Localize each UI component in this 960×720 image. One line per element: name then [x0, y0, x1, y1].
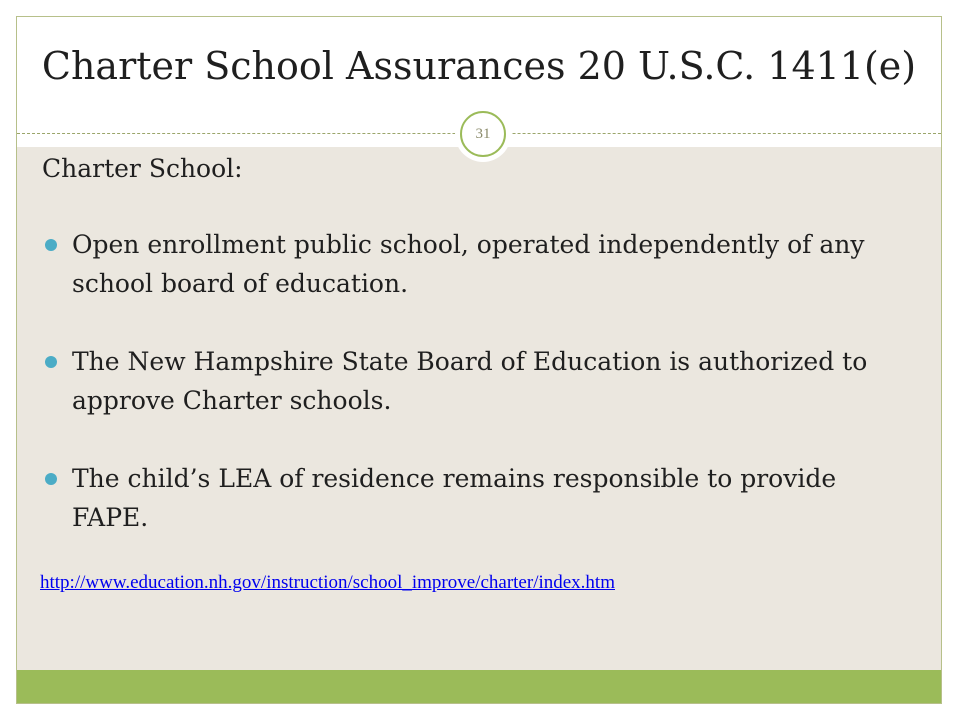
bullet-text: The New Hampshire State Board of Education is authorized to approve Charter schools. [72, 347, 868, 415]
slide-title: Charter School Assurances 20 U.S.C. 1411(e) [41, 44, 917, 88]
bullet-list [40, 225, 920, 576]
bullet-dot-icon [45, 356, 57, 368]
bullet-dot-icon [45, 239, 57, 251]
bullet-text: The child’s LEA of residence remains responsible to provide FAPE. [72, 464, 837, 532]
bullet-item [40, 459, 920, 537]
bullet-item [40, 342, 920, 420]
bullet-dot-icon [45, 473, 57, 485]
slide-number: 31 [460, 111, 506, 157]
bullet-text: Open enrollment public school, operated independently of any school board of education. [72, 230, 865, 298]
section-heading: Charter School: [42, 154, 243, 183]
footer-bar [17, 670, 941, 703]
slide-number-badge [455, 106, 511, 162]
bullet-item [40, 225, 920, 303]
charter-info-link[interactable]: http://www.education.nh.gov/instruction/school_improve/charter/index.htm [40, 572, 615, 593]
